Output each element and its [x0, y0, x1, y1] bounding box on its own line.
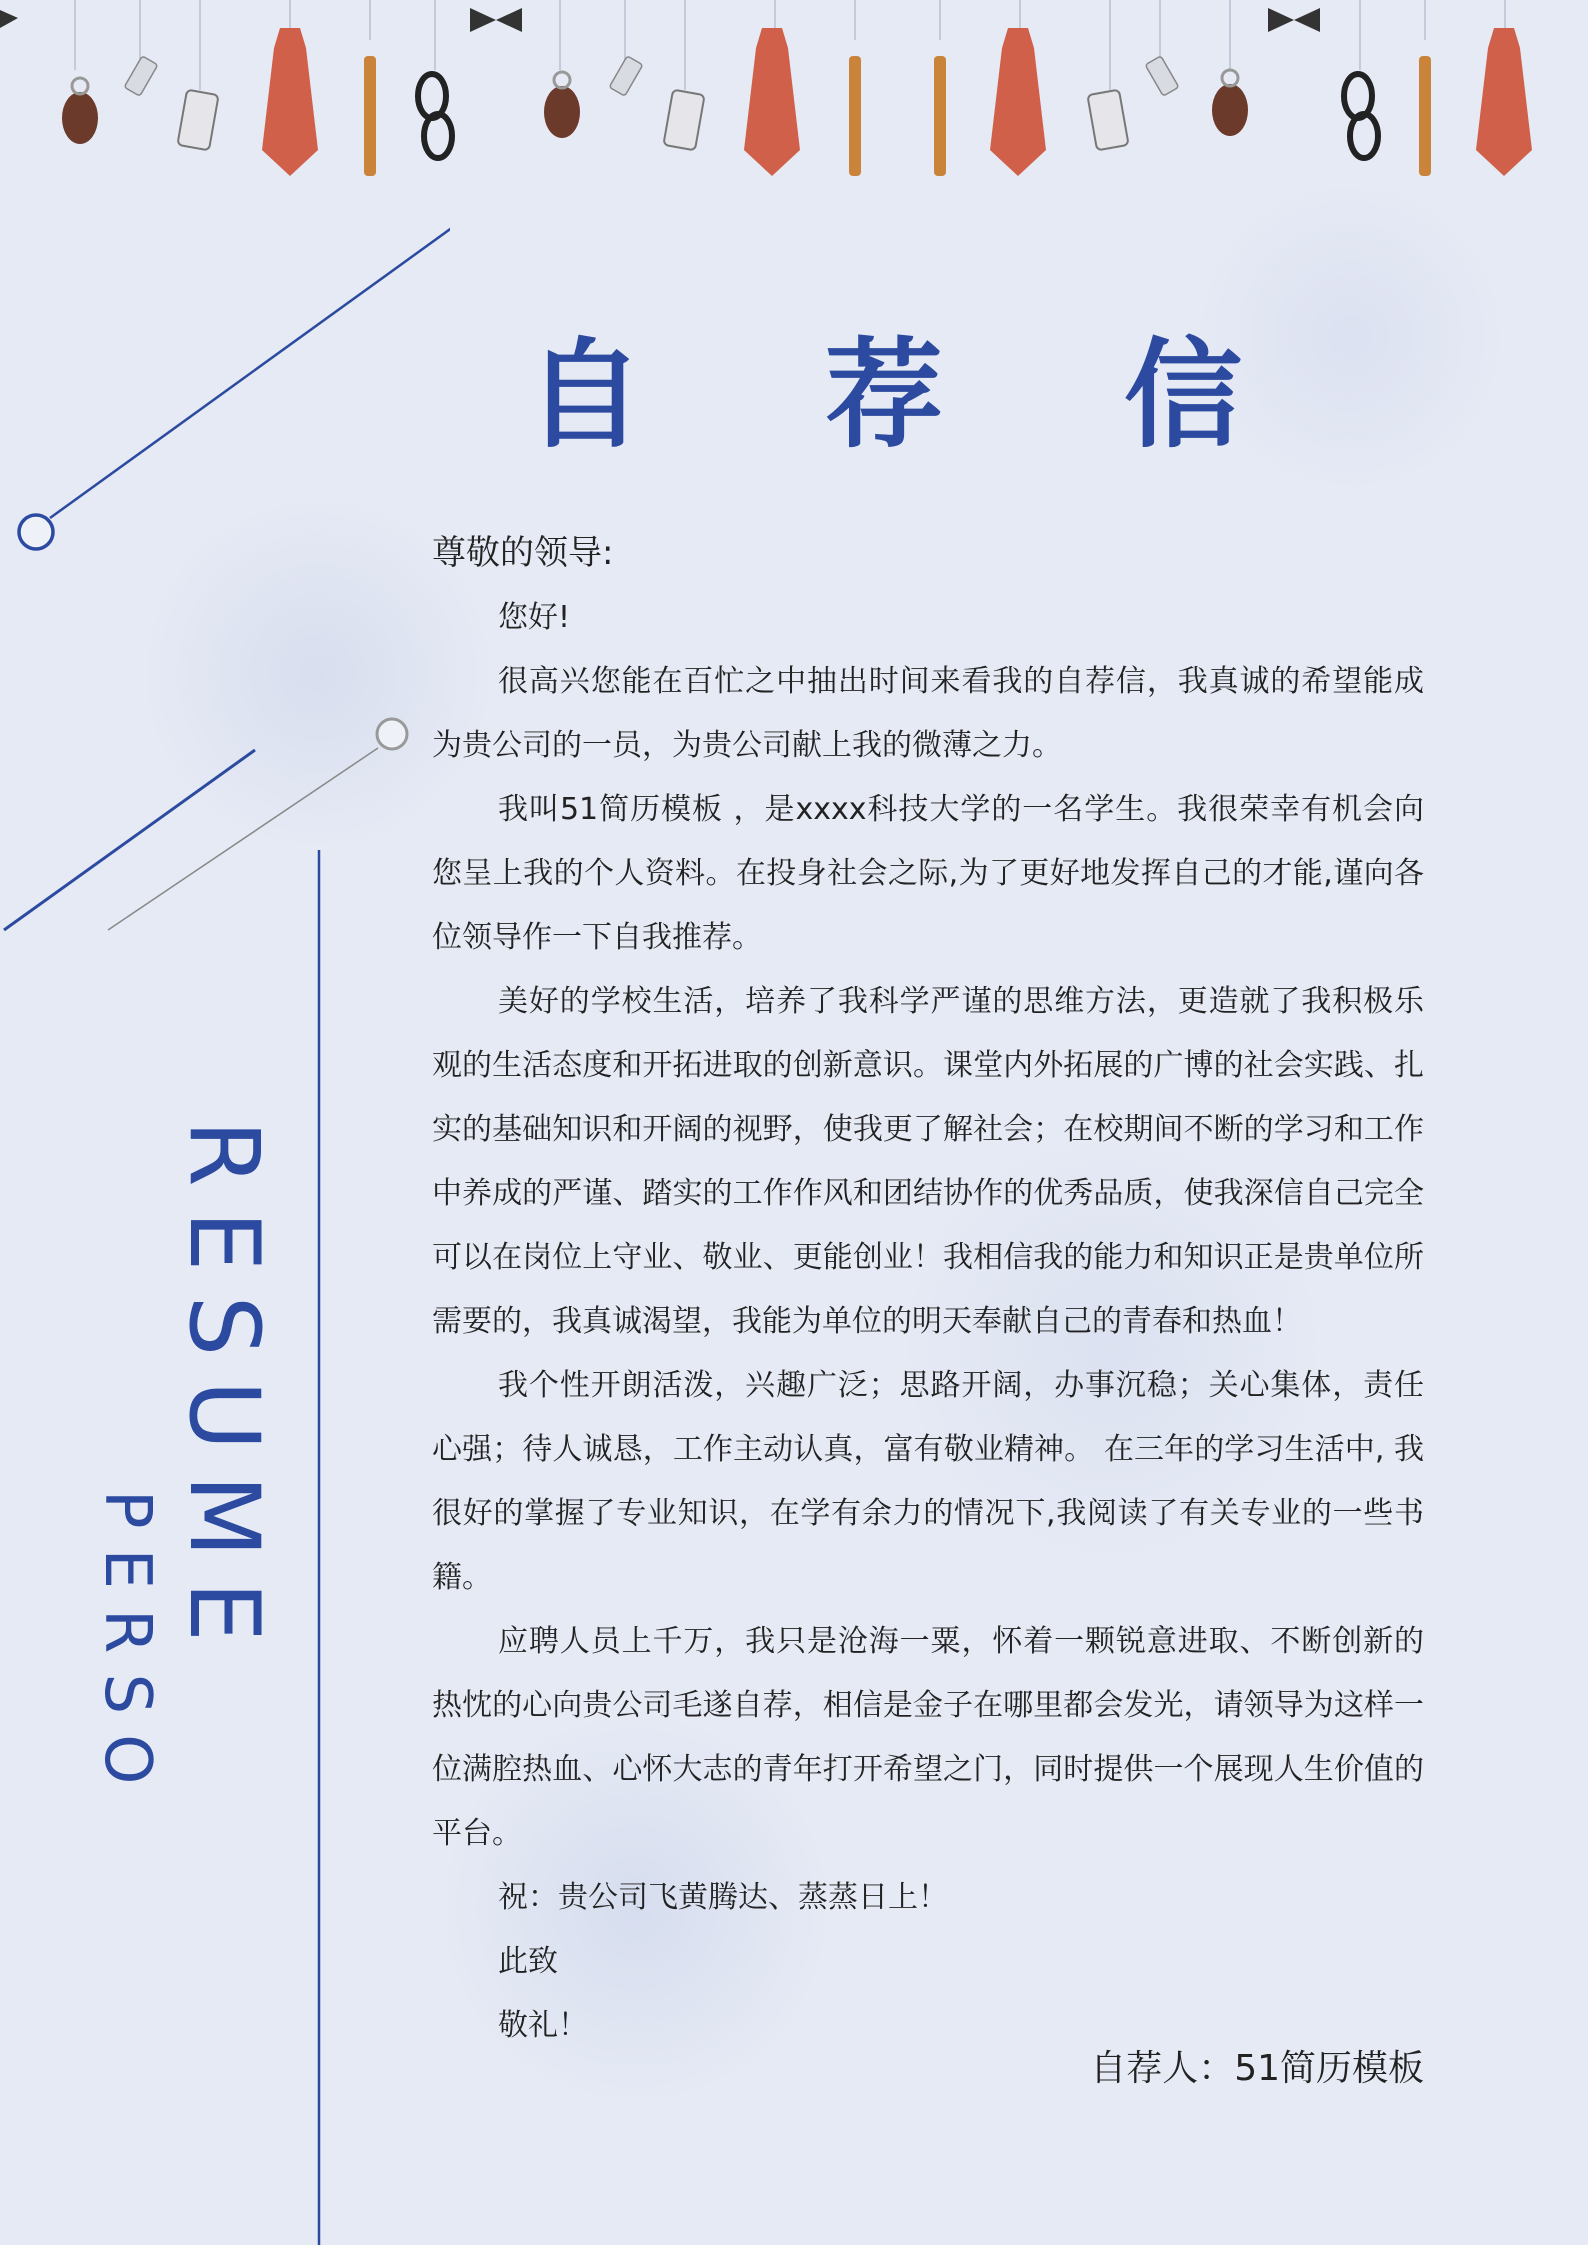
- signature: 自荐人：51简历模板: [1090, 2048, 1424, 2089]
- page-title: 自 荐 信: [525, 326, 1313, 464]
- pen-icon: [364, 56, 1431, 176]
- paragraph: 我个性开朗活泼，兴趣广泛；思路开阔，办事沉稳；关心集体，责任心强；待人诚恳，工作主动认真，富有敬业精神。 在三年的学习生活中, 我很好的掌握了专业知识，在学有余力的情况下,我阅读了有关专业的一些书籍。: [432, 1368, 1424, 1595]
- paragraph: 很高兴您能在百忙之中抽出时间来看我的自荐信，我真诚的希望能成为贵公司的一员，为贵公司献上我的微薄之力。: [432, 664, 1424, 763]
- salutation: 尊敬的领导:: [432, 533, 614, 573]
- wish-line: 祝：贵公司飞黄腾达、蒸蒸日上！: [498, 1880, 948, 1915]
- paragraph: 美好的学校生活，培养了我科学严谨的思维方法，更造就了我积极乐观的生活态度和开拓进取的创新意识。课堂内外拓展的广博的社会实践、扎实的基础知识和开阔的视野，使我更了解社会；在校期间不断的学习和工作中养成的严谨、踏实的工作作风和团结协作的优秀品质，使我深信自己完全可以在岗位上守业、敬业、更能创业！我相信我的能力和知识正是贵单位所需要的，我真诚渴望，我能为单位的明天奉献自己的青春和热血！: [432, 984, 1424, 1339]
- letter-body: [432, 530, 1424, 2058]
- closing-line: 敬礼！: [498, 2008, 588, 2043]
- closing-line: 此致: [498, 1944, 558, 1979]
- greeting: 您好!: [498, 600, 571, 635]
- paragraph: 我叫51简历模板 ，是xxxx科技大学的一名学生。我很荣幸有机会向您呈上我的个人资料。在投身社会之际,为了更好地发挥自己的才能,谨向各位领导作一下自我推荐。: [432, 792, 1424, 955]
- side-title-resume: RESUME: [168, 1120, 280, 1667]
- paragraph: 应聘人员上千万，我只是沧海一粟，怀着一颗锐意进取、不断创新的热忱的心向贵公司毛遂自荐，相信是金子在哪里都会发光，请领导为这样一位满腔热血、心怀大志的青年打开希望之门，同时提供一个展现人生价值的平台。: [432, 1624, 1424, 1851]
- side-title-personal: PERSO: [90, 1490, 164, 1805]
